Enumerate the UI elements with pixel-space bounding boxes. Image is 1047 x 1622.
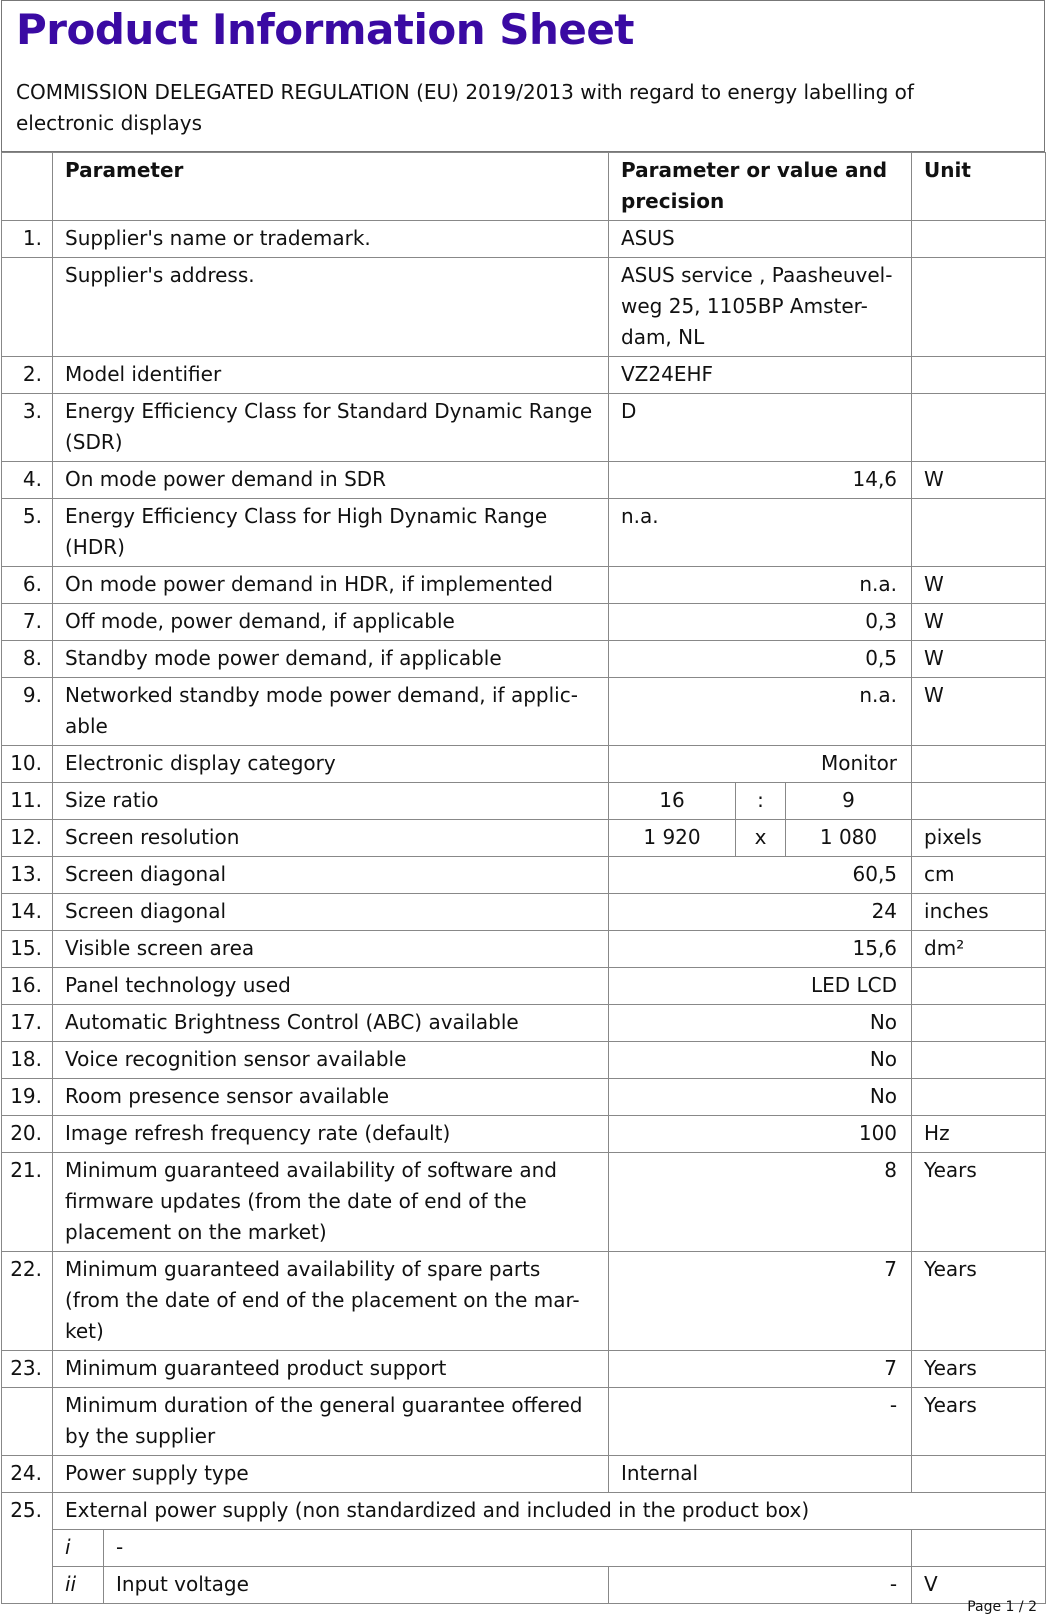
- table-subrow: [2, 1567, 1046, 1604]
- table-row: [2, 1153, 1046, 1252]
- row-number: 20.: [2, 1116, 53, 1153]
- row-number: 8.: [2, 641, 53, 678]
- row-unit: [912, 221, 1046, 258]
- row-parameter: Visible screen area: [53, 931, 609, 968]
- page-title: Product Information Sheet: [16, 5, 634, 54]
- row-number: 18.: [2, 1042, 53, 1079]
- row-parameter: Panel technology used: [53, 968, 609, 1005]
- row-parameter: Minimum duration of the general guarantee offered by the supplier: [53, 1388, 609, 1456]
- row-unit: W: [912, 462, 1046, 499]
- row-value: 8: [609, 1153, 912, 1252]
- row-value: Monitor: [609, 746, 912, 783]
- resolution-width-value: 1 920: [609, 820, 736, 857]
- row-number: 3.: [2, 394, 53, 462]
- row-number: 13.: [2, 857, 53, 894]
- row-number: 6.: [2, 567, 53, 604]
- row-parameter: Electronic display category: [53, 746, 609, 783]
- row-parameter: Image refresh frequency rate (default): [53, 1116, 609, 1153]
- row-parameter: Minimum guaranteed product support: [53, 1351, 609, 1388]
- row-unit: [912, 1042, 1046, 1079]
- row-number: [2, 1388, 53, 1456]
- ratio-separator: :: [736, 783, 786, 820]
- row-unit: Hz: [912, 1116, 1046, 1153]
- row-value: D: [609, 394, 912, 462]
- table-row: [2, 258, 1046, 357]
- table-row: [2, 1493, 1046, 1530]
- row-unit: [912, 1456, 1046, 1493]
- subrow-index: ii: [53, 1567, 104, 1604]
- row-value: 15,6: [609, 931, 912, 968]
- row-parameter: On mode power demand in HDR, if implemented: [53, 567, 609, 604]
- row-parameter: Voice recognition sensor available: [53, 1042, 609, 1079]
- row-parameter: On mode power demand in SDR: [53, 462, 609, 499]
- row-value: ASUS: [609, 221, 912, 258]
- row-parameter: Screen diagonal: [53, 857, 609, 894]
- row-unit: [912, 258, 1046, 357]
- table-row: [2, 1388, 1046, 1456]
- table-row: [2, 604, 1046, 641]
- row-number: 12.: [2, 820, 53, 857]
- row-value: Internal: [609, 1456, 912, 1493]
- row-number: 25.: [2, 1493, 53, 1604]
- row-unit: W: [912, 641, 1046, 678]
- row-number: 16.: [2, 968, 53, 1005]
- row-parameter: Supplier's address.: [53, 258, 609, 357]
- row-unit: [912, 357, 1046, 394]
- table-row: [2, 820, 1046, 857]
- row-value: No: [609, 1042, 912, 1079]
- row-unit: W: [912, 567, 1046, 604]
- row-unit: W: [912, 678, 1046, 746]
- row-parameter: Input voltage: [104, 1567, 609, 1604]
- row-unit: [912, 499, 1046, 567]
- table-row: [2, 499, 1046, 567]
- row-unit: V: [912, 1567, 1046, 1604]
- row-value: VZ24EHF: [609, 357, 912, 394]
- row-unit: Years: [912, 1351, 1046, 1388]
- document-header: [1, 0, 1045, 152]
- row-parameter: Networked standby mode power demand, if applic-able: [53, 678, 609, 746]
- table-row: [2, 931, 1046, 968]
- row-value: 60,5: [609, 857, 912, 894]
- row-unit: cm: [912, 857, 1046, 894]
- row-number: 24.: [2, 1456, 53, 1493]
- row-value: 100: [609, 1116, 912, 1153]
- row-unit: [912, 968, 1046, 1005]
- row-parameter: Minimum guaranteed availability of software and firmware updates (from the date of end of the placement on the market): [53, 1153, 609, 1252]
- row-parameter: Standby mode power demand, if applicable: [53, 641, 609, 678]
- row-value: -: [609, 1388, 912, 1456]
- row-value: 24: [609, 894, 912, 931]
- table-row: [2, 1079, 1046, 1116]
- row-unit: Years: [912, 1153, 1046, 1252]
- row-parameter: Screen resolution: [53, 820, 609, 857]
- row-parameter: External power supply (non standardized and included in the product box): [53, 1493, 1046, 1530]
- row-number: 5.: [2, 499, 53, 567]
- row-number: 4.: [2, 462, 53, 499]
- table-subrow: [2, 1530, 1046, 1567]
- row-value: 0,3: [609, 604, 912, 641]
- row-parameter: Screen diagonal: [53, 894, 609, 931]
- table-row: [2, 678, 1046, 746]
- row-parameter: Model identifier: [53, 357, 609, 394]
- value-header: Parameter or value and precision: [609, 153, 912, 221]
- unit-header: Unit: [912, 153, 1046, 221]
- table-row: [2, 1252, 1046, 1351]
- table-header-row: [2, 153, 1046, 221]
- row-value: 7: [609, 1351, 912, 1388]
- row-unit: [912, 394, 1046, 462]
- row-parameter: Automatic Brightness Control (ABC) available: [53, 1005, 609, 1042]
- table-row: [2, 968, 1046, 1005]
- table-row: [2, 641, 1046, 678]
- row-number: 22.: [2, 1252, 53, 1351]
- row-value: -: [609, 1567, 912, 1604]
- row-unit: pixels: [912, 820, 1046, 857]
- row-value: 14,6: [609, 462, 912, 499]
- row-unit: [912, 746, 1046, 783]
- table-row: [2, 1456, 1046, 1493]
- row-unit: [912, 783, 1046, 820]
- row-parameter: Energy Efficiency Class for High Dynamic Range (HDR): [53, 499, 609, 567]
- row-number: 21.: [2, 1153, 53, 1252]
- table-row: [2, 394, 1046, 462]
- resolution-height-value: 1 080: [786, 820, 912, 857]
- product-info-table: [1, 152, 1046, 1604]
- resolution-separator: x: [736, 820, 786, 857]
- parameter-header: Parameter: [53, 153, 609, 221]
- row-unit: [912, 1530, 1046, 1567]
- table-row: [2, 357, 1046, 394]
- row-value: No: [609, 1079, 912, 1116]
- table-row: [2, 567, 1046, 604]
- row-parameter: Power supply type: [53, 1456, 609, 1493]
- row-unit: W: [912, 604, 1046, 641]
- table-row: [2, 783, 1046, 820]
- row-unit: inches: [912, 894, 1046, 931]
- row-number: 9.: [2, 678, 53, 746]
- row-number: 1.: [2, 221, 53, 258]
- table-row: [2, 1005, 1046, 1042]
- table-row: [2, 746, 1046, 783]
- num-header-cell: [2, 153, 53, 221]
- row-unit: [912, 1079, 1046, 1116]
- table-row: [2, 1116, 1046, 1153]
- row-unit: dm²: [912, 931, 1046, 968]
- row-unit: [912, 1005, 1046, 1042]
- row-value: n.a.: [609, 567, 912, 604]
- table-row: [2, 221, 1046, 258]
- row-number: 10.: [2, 746, 53, 783]
- ratio-width-value: 16: [609, 783, 736, 820]
- row-value: No: [609, 1005, 912, 1042]
- regulation-subtitle: COMMISSION DELEGATED REGULATION (EU) 2019/2013 with regard to energy labelling of electronic displays: [16, 80, 914, 135]
- row-parameter: Energy Efficiency Class for Standard Dynamic Range (SDR): [53, 394, 609, 462]
- ratio-height-value: 9: [786, 783, 912, 820]
- row-unit: Years: [912, 1388, 1046, 1456]
- row-value: LED LCD: [609, 968, 912, 1005]
- row-number: 15.: [2, 931, 53, 968]
- row-parameter: Minimum guaranteed availability of spare parts (from the date of end of the placement on the mar-ket): [53, 1252, 609, 1351]
- row-number: 14.: [2, 894, 53, 931]
- table-row: [2, 1351, 1046, 1388]
- row-parameter: -: [104, 1530, 912, 1567]
- row-number: 7.: [2, 604, 53, 641]
- row-parameter: Size ratio: [53, 783, 609, 820]
- row-number: 19.: [2, 1079, 53, 1116]
- row-number: [2, 258, 53, 357]
- row-parameter: Supplier's name or trademark.: [53, 221, 609, 258]
- subrow-index: i: [53, 1530, 104, 1567]
- table-row: [2, 1042, 1046, 1079]
- row-value: n.a.: [609, 499, 912, 567]
- row-number: 17.: [2, 1005, 53, 1042]
- row-unit: Years: [912, 1252, 1046, 1351]
- row-number: 2.: [2, 357, 53, 394]
- row-parameter: Off mode, power demand, if applicable: [53, 604, 609, 641]
- table-row: [2, 857, 1046, 894]
- row-value: ASUS service , Paasheuvel-weg 25, 1105BP Amster-dam, NL: [609, 258, 912, 357]
- page-number: Page 1 / 2: [967, 1599, 1037, 1615]
- row-value: n.a.: [609, 678, 912, 746]
- table-row: [2, 894, 1046, 931]
- row-value: 7: [609, 1252, 912, 1351]
- row-number: 23.: [2, 1351, 53, 1388]
- table-row: [2, 462, 1046, 499]
- row-value: 0,5: [609, 641, 912, 678]
- row-parameter: Room presence sensor available: [53, 1079, 609, 1116]
- row-number: 11.: [2, 783, 53, 820]
